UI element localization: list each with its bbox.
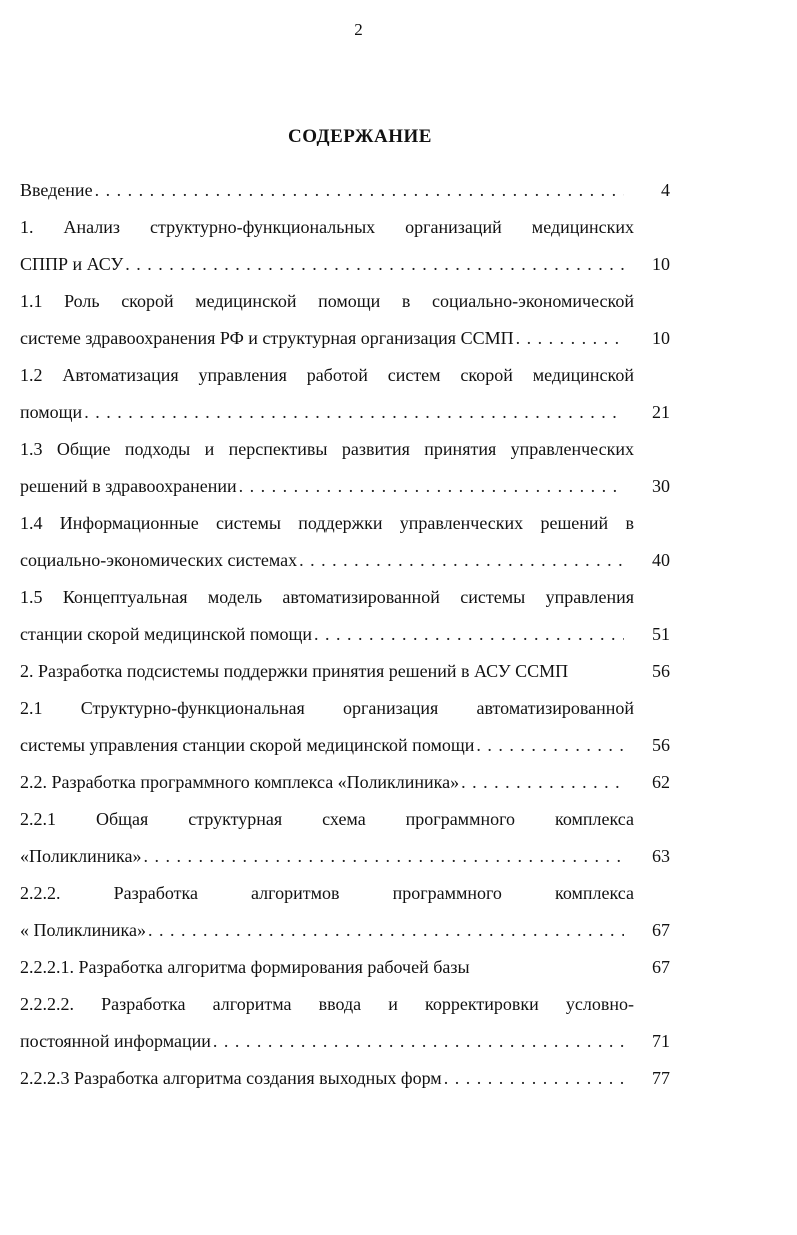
toc-entry-page: 62 <box>652 772 670 792</box>
leader-dots <box>148 912 624 949</box>
toc-entry-title-line: 1. Анализ структурно-функциональных организаций медицинских <box>20 217 634 237</box>
toc-entry-title: Введение <box>20 180 93 200</box>
toc-entry-title: станции скорой медицинской помощи <box>20 624 313 644</box>
toc-entry[interactable] <box>20 505 670 579</box>
toc-entry-title-line: 2.2.2.2. Разработка алгоритма ввода и корректировки условно- <box>20 994 634 1014</box>
toc-entry[interactable] <box>20 579 670 653</box>
toc-entry-page: 10 <box>652 328 670 348</box>
toc-entry-title: помощи <box>20 402 83 422</box>
toc-entry-title: 2.2. Разработка программного комплекса «Поликлиника» <box>20 772 460 792</box>
toc-entry-title-line: 1.1 Роль скорой медицинской помощи в социально-экономической <box>20 291 634 311</box>
toc-entry-title: решений в здравоохранении <box>20 476 237 496</box>
toc-entry-page: 51 <box>652 624 670 644</box>
toc-entry[interactable] <box>20 209 670 283</box>
toc-entry-page: 4 <box>661 180 670 200</box>
toc-entry[interactable] <box>20 690 670 764</box>
toc-entry-title: 2. Разработка подсистемы поддержки принятия решений в АСУ ССМП <box>20 661 569 681</box>
toc-entry[interactable] <box>20 357 670 431</box>
toc-entry[interactable] <box>20 986 670 1060</box>
toc-entry-page: 67 <box>652 957 670 977</box>
toc-entry[interactable] <box>20 801 670 875</box>
toc-entry[interactable] <box>20 431 670 505</box>
leader-dots <box>314 616 624 653</box>
toc-entry-title: социально-экономических системах <box>20 550 298 570</box>
toc-entry-title: 2.2.2.1. Разработка алгоритма формирования рабочей базы <box>20 957 470 977</box>
toc-entry-title-line: 2.2.1 Общая структурная схема программного комплекса <box>20 809 634 829</box>
toc-entry-page: 67 <box>652 920 670 940</box>
toc-entry-page: 63 <box>652 846 670 866</box>
toc-entry-title: СППР и АСУ <box>20 254 124 274</box>
toc-entry-title: постоянной информации <box>20 1031 211 1051</box>
toc-entry-page: 56 <box>652 661 670 681</box>
leader-dots <box>239 468 624 505</box>
toc-entry[interactable] <box>20 653 670 690</box>
leader-dots <box>213 1023 624 1060</box>
page-number: 2 <box>354 20 363 39</box>
toc-entry-title-line: 1.4 Информационные системы поддержки управленческих решений в <box>20 513 634 533</box>
leader-dots <box>125 246 624 283</box>
leader-dots <box>516 320 624 357</box>
toc-entry-title-line: 1.2 Автоматизация управления работой систем скорой медицинской <box>20 365 634 385</box>
toc-entry-page: 10 <box>652 254 670 274</box>
toc-entry-title-line: 2.1 Структурно-функциональная организация автоматизированной <box>20 698 634 718</box>
toc-entry[interactable] <box>20 1060 670 1097</box>
toc-entry[interactable] <box>20 283 670 357</box>
toc-entry-title: « Поликлиника» <box>20 920 146 940</box>
toc-title: СОДЕРЖАНИЕ <box>288 126 432 147</box>
table-of-contents <box>20 172 670 1097</box>
toc-entry-title: системы управления станции скорой медицинской помощи <box>20 735 475 755</box>
toc-entry-title-line: 2.2.2. Разработка алгоритмов программного комплекса <box>20 883 634 903</box>
toc-entry-title: «Поликлиника» <box>20 846 142 866</box>
toc-entry-page: 30 <box>652 476 670 496</box>
toc-entry-title: системе здравоохранения РФ и структурная организация ССМП <box>20 328 514 348</box>
toc-entry[interactable] <box>20 875 670 949</box>
leader-dots <box>461 764 624 801</box>
toc-entry-title-line: 1.3 Общие подходы и перспективы развития принятия управленческих <box>20 439 634 459</box>
toc-entry[interactable] <box>20 764 670 801</box>
leader-dots <box>95 172 624 209</box>
leader-dots <box>84 394 624 431</box>
toc-entry-page: 56 <box>652 735 670 755</box>
leader-dots <box>143 838 624 875</box>
leader-dots <box>444 1060 624 1097</box>
toc-entry-page: 71 <box>652 1031 670 1051</box>
toc-entry-title: 2.2.2.3 Разработка алгоритма создания выходных форм <box>20 1068 442 1088</box>
leader-dots <box>299 542 624 579</box>
leader-dots <box>476 727 624 764</box>
toc-entry-title-line: 1.5 Концептуальная модель автоматизированной системы управления <box>20 587 634 607</box>
toc-entry-page: 40 <box>652 550 670 570</box>
toc-entry-page: 77 <box>652 1068 670 1088</box>
toc-entry-page: 21 <box>652 402 670 422</box>
toc-entry[interactable] <box>20 172 670 209</box>
toc-entry[interactable] <box>20 949 670 986</box>
